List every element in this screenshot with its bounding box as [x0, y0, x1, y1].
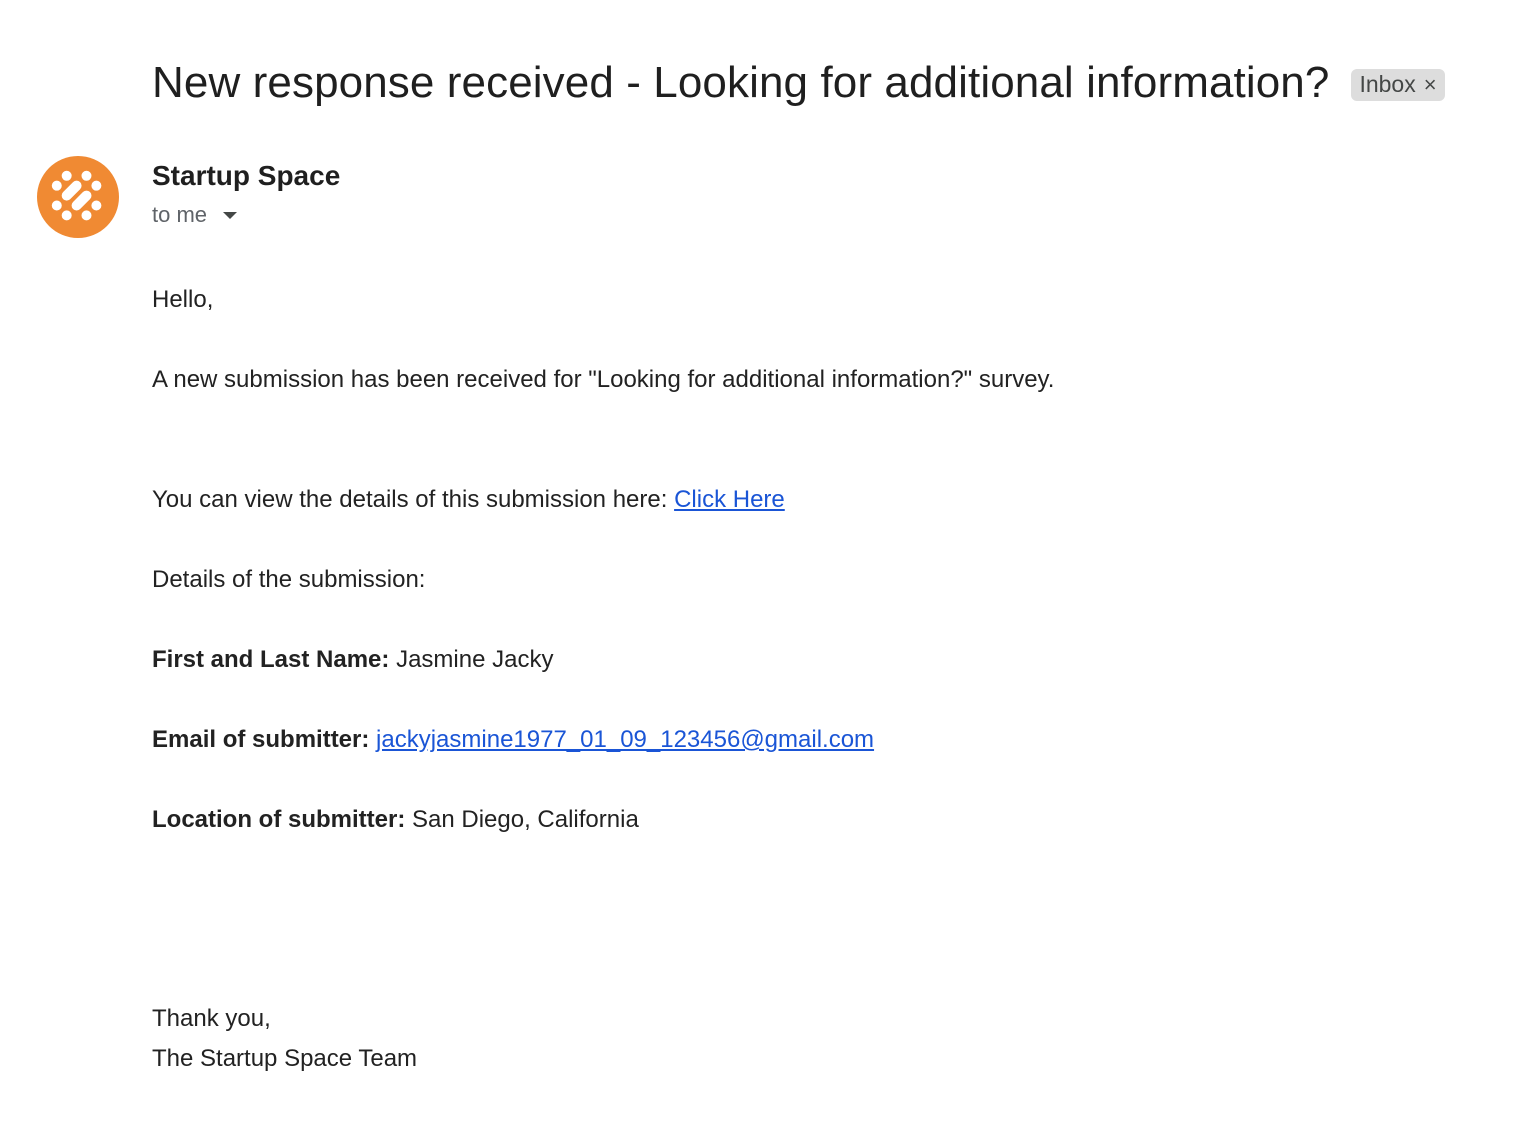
signature: The Startup Space Team — [152, 1045, 418, 1072]
field-email — [152, 726, 874, 754]
remove-label-icon[interactable]: × — [1423, 71, 1437, 97]
field-value: Jasmine Jacky — [396, 646, 554, 673]
label-name: Inbox — [1359, 71, 1416, 97]
caret-down-icon[interactable] — [223, 212, 237, 219]
sender-avatar[interactable] — [37, 156, 119, 238]
details-heading: Details of the submission: — [152, 566, 426, 593]
sender-name[interactable]: Startup Space — [152, 160, 341, 191]
startup-space-logo-icon — [37, 156, 119, 238]
field-label: First and Last Name: — [152, 646, 390, 673]
greeting: Hello, — [152, 286, 214, 313]
field-label: Email of submitter: — [152, 726, 370, 753]
view-details-line — [152, 486, 785, 514]
view-details-text: You can view the details of this submission here: — [152, 486, 668, 513]
recipient-text: to me — [152, 202, 208, 227]
inbox-label-chip[interactable] — [1351, 69, 1444, 101]
recipient-details-toggle[interactable] — [152, 202, 340, 228]
email-subject: New response received - Looking for additional information? — [152, 58, 1330, 107]
field-name — [152, 646, 553, 674]
sender-block — [152, 158, 340, 228]
click-here-link[interactable]: Click Here — [674, 486, 785, 513]
field-value: San Diego, California — [412, 806, 639, 833]
submitter-email-link[interactable]: jackyjasmine1977_01_09_123456@gmail.com — [376, 726, 875, 753]
field-location — [152, 806, 639, 834]
intro-paragraph: A new submission has been received for "Looking for additional information?" survey. — [152, 366, 1055, 393]
field-label: Location of submitter: — [152, 806, 406, 833]
closing: Thank you, — [152, 1005, 271, 1032]
email-subject-row — [152, 58, 1445, 108]
